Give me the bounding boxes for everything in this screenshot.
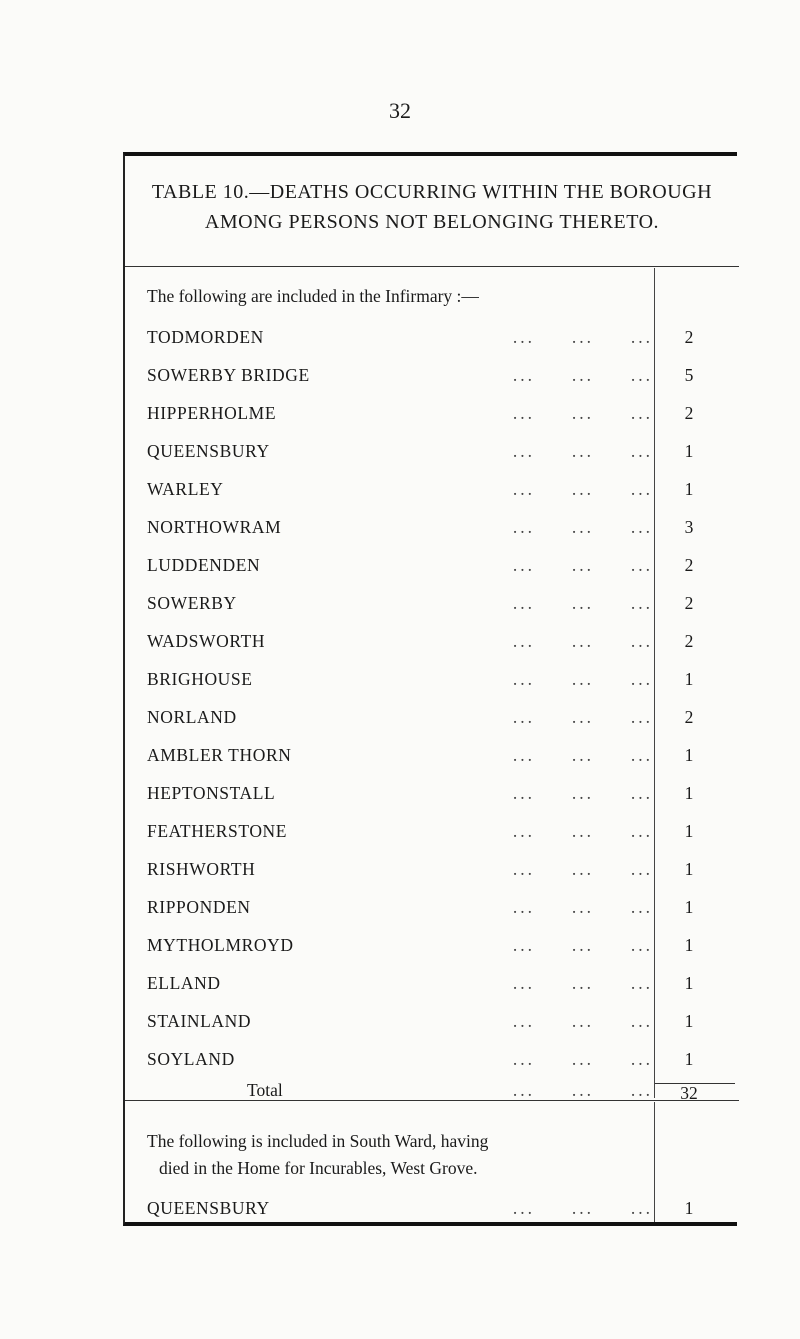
row-name: AMBLER THORN <box>147 745 292 765</box>
row-value: 2 <box>684 593 694 613</box>
row-value: 1 <box>684 973 694 993</box>
table-row <box>147 322 739 352</box>
row-name: TODMORDEN <box>147 327 264 347</box>
row-value: 1 <box>684 441 694 461</box>
row-value: 5 <box>684 365 694 385</box>
table-row <box>147 398 739 428</box>
total-leader-dots: ... ... ... <box>512 1080 653 1100</box>
row-value: 1 <box>684 745 694 765</box>
row-value: 3 <box>684 517 694 537</box>
row-value: 1 <box>684 669 694 689</box>
leader-dots: ... ... ... <box>512 517 653 537</box>
table-title-line-2: AMONG PERSONS NOT BELONGING THERETO. <box>204 211 660 233</box>
leader-dots: ... ... ... <box>512 707 653 727</box>
row-name: RIPPONDEN <box>147 897 251 917</box>
row-value: 2 <box>684 403 694 423</box>
row-value: 1 <box>684 1198 694 1218</box>
south-ward-note <box>145 1128 645 1182</box>
table-row <box>147 740 739 770</box>
leader-dots: ... ... ... <box>512 821 653 841</box>
row-value: 1 <box>684 1011 694 1031</box>
row-name: HIPPERHOLME <box>147 403 277 423</box>
row-value: 2 <box>684 707 694 727</box>
leader-dots: ... ... ... <box>512 327 653 347</box>
leader-dots: ... ... ... <box>512 441 653 461</box>
row-name: NORLAND <box>147 707 237 727</box>
row-name: STAINLAND <box>147 1011 252 1031</box>
row-value: 1 <box>684 821 694 841</box>
header-divider <box>125 266 739 267</box>
leader-dots: ... ... ... <box>512 897 653 917</box>
leader-dots: ... ... ... <box>512 1011 653 1031</box>
row-value: 2 <box>684 555 694 575</box>
leader-dots: ... ... ... <box>512 593 653 613</box>
row-name: SOYLAND <box>147 1049 235 1069</box>
south-ward-row <box>147 1193 739 1223</box>
row-value: 2 <box>684 631 694 651</box>
row-name: HEPTONSTALL <box>147 783 276 803</box>
leader-dots: ... ... ... <box>512 1198 653 1218</box>
table-row <box>147 664 739 694</box>
row-name: FEATHERSTONE <box>147 821 288 841</box>
row-name: WARLEY <box>147 479 224 499</box>
leader-dots: ... ... ... <box>512 555 653 575</box>
table-row <box>147 930 739 960</box>
row-name: WADSWORTH <box>147 631 266 651</box>
row-name: MYTHOLMROYD <box>147 935 294 955</box>
row-name: SOWERBY BRIDGE <box>147 365 310 385</box>
table-row <box>147 816 739 846</box>
row-value: 1 <box>684 859 694 879</box>
leader-dots: ... ... ... <box>512 669 653 689</box>
table-row <box>147 892 739 922</box>
row-value: 1 <box>684 1049 694 1069</box>
table-row <box>147 626 739 656</box>
row-value: 2 <box>684 327 694 347</box>
leader-dots: ... ... ... <box>512 859 653 879</box>
table-row <box>147 968 739 998</box>
south-ward-note-line-2: died in the Home for Incurables, West Grove. <box>159 1158 478 1178</box>
row-name: QUEENSBURY <box>147 441 270 461</box>
table-row <box>147 854 739 884</box>
row-name: NORTHOWRAM <box>147 517 282 537</box>
leader-dots: ... ... ... <box>512 745 653 765</box>
row-name: LUDDENDEN <box>147 555 261 575</box>
row-name: ELLAND <box>147 973 221 993</box>
leader-dots: ... ... ... <box>512 479 653 499</box>
table-row <box>147 474 739 504</box>
table-row <box>147 360 739 390</box>
row-value: 1 <box>684 935 694 955</box>
row-value: 1 <box>684 783 694 803</box>
section-divider <box>125 1100 739 1101</box>
total-label: Total <box>247 1080 283 1100</box>
leader-dots: ... ... ... <box>512 365 653 385</box>
total-value: 32 <box>680 1083 698 1103</box>
deaths-table <box>123 152 737 1226</box>
row-name: QUEENSBURY <box>147 1198 270 1218</box>
leader-dots: ... ... ... <box>512 403 653 423</box>
table-row <box>147 436 739 466</box>
leader-dots: ... ... ... <box>512 973 653 993</box>
leader-dots: ... ... ... <box>512 631 653 651</box>
south-ward-note-line-1: The following is included in South Ward, having <box>147 1131 489 1151</box>
leader-dots: ... ... ... <box>512 1049 653 1069</box>
table-row <box>147 588 739 618</box>
table-row <box>147 1044 739 1074</box>
row-name: SOWERBY <box>147 593 237 613</box>
infirmary-intro: The following are included in the Infirmary :— <box>147 286 479 306</box>
row-name: BRIGHOUSE <box>147 669 253 689</box>
table-row <box>147 512 739 542</box>
row-value: 1 <box>684 479 694 499</box>
page-number: 32 <box>389 98 411 123</box>
table-row <box>147 778 739 808</box>
table-row <box>147 1006 739 1036</box>
row-name: RISHWORTH <box>147 859 256 879</box>
row-value: 1 <box>684 897 694 917</box>
table-row <box>147 702 739 732</box>
leader-dots: ... ... ... <box>512 783 653 803</box>
table-title-line-1: TABLE 10.—DEATHS OCCURRING WITHIN THE BOROUGH <box>151 181 713 203</box>
leader-dots: ... ... ... <box>512 935 653 955</box>
table-row <box>147 550 739 580</box>
